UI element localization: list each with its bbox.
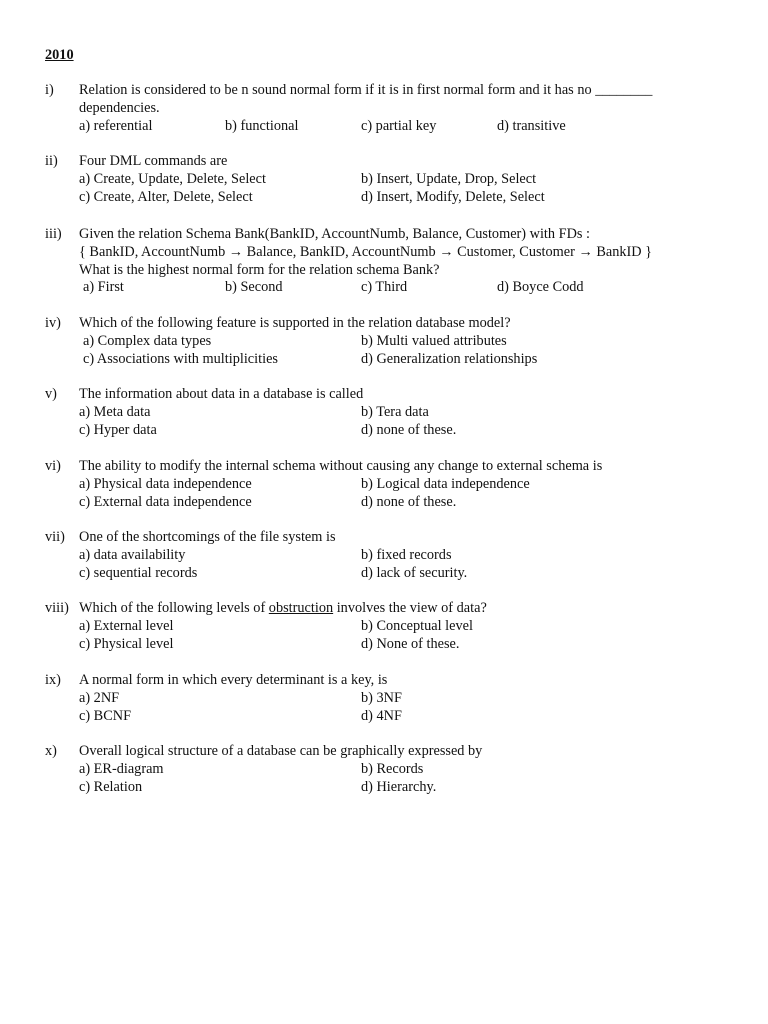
option-b: b) Records bbox=[361, 760, 424, 777]
option-c: c) Third bbox=[361, 279, 408, 296]
option-a: a) External level bbox=[79, 617, 174, 634]
option-a: a) ER-diagram bbox=[79, 760, 164, 777]
option-d: d) Hierarchy. bbox=[361, 778, 437, 795]
option-b: b) Tera data bbox=[361, 403, 429, 420]
question-number: x) bbox=[45, 743, 57, 759]
option-d: d) none of these. bbox=[361, 493, 457, 510]
question-text: Relation is considered to be n sound normal form if it is in first normal form and it has no ________ bbox=[79, 82, 653, 98]
question-text bbox=[79, 600, 487, 618]
option-d: d) 4NF bbox=[361, 707, 402, 724]
option-d: d) None of these. bbox=[361, 635, 460, 652]
option-b: b) fixed records bbox=[361, 546, 452, 563]
option-d: d) none of these. bbox=[361, 421, 457, 438]
question-8 bbox=[45, 600, 735, 653]
option-c: c) sequential records bbox=[79, 564, 198, 581]
option-d: d) Insert, Modify, Delete, Select bbox=[361, 188, 545, 205]
option-c: c) BCNF bbox=[79, 707, 132, 724]
underlined-word: obstruction bbox=[268, 600, 334, 616]
option-a: a) data availability bbox=[79, 546, 186, 563]
option-c: c) Relation bbox=[79, 778, 143, 795]
option-d: d) Boyce Codd bbox=[497, 279, 584, 296]
option-b: b) Conceptual level bbox=[361, 617, 473, 634]
question-text: dependencies. bbox=[79, 99, 160, 116]
question-text: Which of the following feature is supported in the relation database model? bbox=[79, 315, 511, 331]
option-a: a) First bbox=[83, 279, 124, 296]
question-text: The ability to modify the internal schema without causing any change to external schema is bbox=[79, 458, 603, 474]
option-d: d) lack of security. bbox=[361, 564, 468, 581]
question-text-start: Which of the following levels of bbox=[79, 600, 269, 616]
option-c: c) Physical level bbox=[79, 635, 174, 652]
question-text: The information about data in a database is called bbox=[79, 386, 364, 402]
question-1 bbox=[45, 82, 735, 135]
option-b: b) Multi valued attributes bbox=[361, 332, 507, 349]
option-a: a) Complex data types bbox=[83, 332, 212, 349]
option-b: b) Logical data independence bbox=[361, 475, 530, 492]
question-number: viii) bbox=[45, 600, 69, 616]
section-year-heading: 2010 bbox=[45, 47, 74, 63]
option-a: a) Meta data bbox=[79, 403, 151, 420]
question-text: Four DML commands are bbox=[79, 153, 228, 169]
option-a: a) referential bbox=[79, 117, 153, 134]
question-9 bbox=[45, 672, 735, 725]
question-text: One of the shortcomings of the file system is bbox=[79, 529, 336, 545]
option-c: c) Associations with multiplicities bbox=[83, 350, 278, 367]
question-number: vi) bbox=[45, 458, 61, 474]
question-text: Overall logical structure of a database can be graphically expressed by bbox=[79, 743, 483, 759]
option-a: a) Create, Update, Delete, Select bbox=[79, 170, 266, 187]
option-d: d) transitive bbox=[497, 117, 566, 134]
question-3 bbox=[45, 226, 735, 297]
question-number: ii) bbox=[45, 153, 58, 169]
question-text: What is the highest normal form for the relation schema Bank? bbox=[79, 261, 440, 278]
option-b: b) 3NF bbox=[361, 689, 402, 706]
option-d: d) Generalization relationships bbox=[361, 350, 538, 367]
option-a: a) 2NF bbox=[79, 689, 120, 706]
question-4 bbox=[45, 315, 735, 368]
option-c: c) Create, Alter, Delete, Select bbox=[79, 188, 253, 205]
question-number: vii) bbox=[45, 529, 65, 545]
question-number: iii) bbox=[45, 226, 62, 242]
question-6 bbox=[45, 458, 735, 511]
option-b: b) functional bbox=[225, 117, 299, 134]
option-b: b) Insert, Update, Drop, Select bbox=[361, 170, 537, 187]
question-7 bbox=[45, 529, 735, 582]
question-5 bbox=[45, 386, 735, 439]
question-number: ix) bbox=[45, 672, 61, 688]
question-text-end: involves the view of data? bbox=[333, 600, 487, 616]
question-2 bbox=[45, 153, 735, 206]
question-10 bbox=[45, 743, 735, 796]
option-b: b) Second bbox=[225, 279, 283, 296]
option-c: c) partial key bbox=[361, 117, 437, 134]
question-text: Given the relation Schema Bank(BankID, AccountNumb, Balance, Customer) with FDs : bbox=[79, 226, 591, 242]
question-number: v) bbox=[45, 386, 57, 402]
option-c: c) External data independence bbox=[79, 493, 252, 510]
question-number: iv) bbox=[45, 315, 61, 331]
question-number: i) bbox=[45, 82, 54, 98]
option-c: c) Hyper data bbox=[79, 421, 157, 438]
option-a: a) Physical data independence bbox=[79, 475, 252, 492]
question-text: A normal form in which every determinant is a key, is bbox=[79, 672, 388, 688]
functional-dependencies: { BankID, AccountNumb → Balance, BankID, AccountNumb → Customer, Customer → BankID } bbox=[79, 243, 653, 260]
